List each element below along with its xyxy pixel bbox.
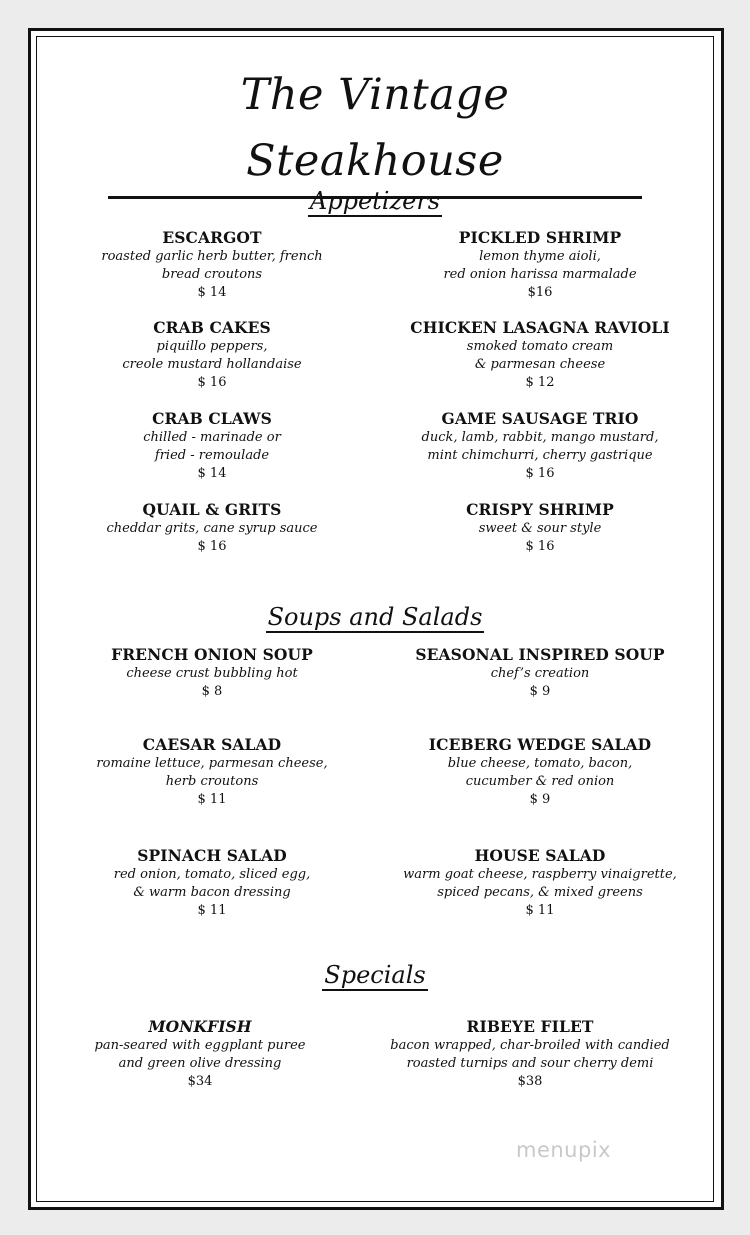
- item-price: $ 11: [197, 792, 227, 807]
- item-name: RIBEYE FILET: [466, 1017, 594, 1036]
- section-heading-appetizers: [0, 186, 750, 216]
- item-name: MONKFISH: [148, 1017, 252, 1036]
- item-name: CRAB CAKES: [153, 318, 271, 337]
- item-name: CAESAR SALAD: [142, 735, 282, 754]
- item-description: blue cheese, tomato, bacon, cucumber & red onion: [447, 756, 633, 789]
- item-price: $16: [527, 285, 553, 300]
- item-name: QUAIL & GRITS: [142, 500, 282, 519]
- item-name: ESCARGOT: [162, 228, 262, 247]
- item-description: duck, lamb, rabbit, mango mustard, mint chimchurri, cherry gastrique: [421, 430, 659, 463]
- menu-item-spinach-salad: [52, 846, 372, 920]
- restaurant-title: The Vintage Steakhouse: [108, 62, 642, 199]
- item-price: $ 14: [197, 466, 227, 481]
- menu-item-game-sausage-trio: [380, 409, 700, 483]
- item-price: $ 16: [197, 375, 227, 390]
- item-name: CRISPY SHRIMP: [466, 500, 614, 519]
- item-price: $ 16: [525, 539, 555, 554]
- menupix-watermark: menupix: [516, 1138, 612, 1162]
- menu-item-chicken-lasagna-ravioli: [380, 318, 700, 392]
- section-heading-soups-salads: [0, 602, 750, 632]
- menu-item-quail-grits: [52, 500, 372, 556]
- item-price: $ 11: [197, 903, 227, 918]
- menu-item-french-onion-soup: [52, 645, 372, 701]
- item-name: GAME SAUSAGE TRIO: [441, 409, 639, 428]
- item-description: chef’s creation: [490, 666, 590, 681]
- item-name: ICEBERG WEDGE SALAD: [428, 735, 652, 754]
- item-name: HOUSE SALAD: [474, 846, 606, 865]
- menu-item-pickled-shrimp: [380, 228, 700, 302]
- item-name: CHICKEN LASAGNA RAVIOLI: [410, 318, 670, 337]
- item-description: red onion, tomato, sliced egg, & warm bacon dressing: [113, 867, 311, 900]
- item-price: $ 16: [525, 466, 555, 481]
- menu-item-monkfish: [40, 1017, 360, 1091]
- item-description: cheddar grits, cane syrup sauce: [106, 521, 318, 536]
- item-price: $ 12: [525, 375, 555, 390]
- item-description: chilled - marinade or fried - remoulade: [143, 430, 281, 463]
- item-price: $ 16: [197, 539, 227, 554]
- section-heading-specials: [0, 960, 750, 990]
- item-description: romaine lettuce, parmesan cheese, herb croutons: [96, 756, 328, 789]
- section-heading-soups-salads-text: Soups and Salads: [267, 603, 483, 631]
- menu-item-house-salad: [380, 846, 700, 920]
- item-description: bacon wrapped, char-broiled with candied roasted turnips and sour cherry demi: [390, 1038, 670, 1071]
- item-name: PICKLED SHRIMP: [458, 228, 622, 247]
- menu-item-escargot: [52, 228, 372, 302]
- item-price: $ 9: [529, 684, 551, 699]
- item-price: $38: [517, 1074, 543, 1089]
- item-price: $34: [187, 1074, 213, 1089]
- menu-item-seasonal-inspired-soup: [380, 645, 700, 701]
- item-description: sweet & sour style: [478, 521, 602, 536]
- item-description: lemon thyme aioli, red onion harissa marmalade: [443, 249, 637, 282]
- item-description: piquillo peppers, creole mustard hollandaise: [122, 339, 302, 372]
- item-name: FRENCH ONION SOUP: [111, 645, 313, 664]
- item-price: $ 11: [525, 903, 555, 918]
- section-heading-specials-text: Specials: [324, 961, 426, 989]
- section-heading-appetizers-text: Appetizers: [309, 187, 441, 215]
- item-price: $ 14: [197, 285, 227, 300]
- menu-item-iceberg-wedge-salad: [380, 735, 700, 809]
- item-name: SEASONAL INSPIRED SOUP: [415, 645, 665, 664]
- item-description: smoked tomato cream & parmesan cheese: [466, 339, 614, 372]
- item-description: cheese crust bubbling hot: [126, 666, 298, 681]
- item-name: SPINACH SALAD: [137, 846, 287, 865]
- item-price: $ 8: [201, 684, 223, 699]
- item-name: CRAB CLAWS: [152, 409, 272, 428]
- menu-item-crispy-shrimp: [380, 500, 700, 556]
- menu-item-crab-claws: [52, 409, 372, 483]
- menu-item-caesar-salad: [52, 735, 372, 809]
- item-description: warm goat cheese, raspberry vinaigrette, spiced pecans, & mixed greens: [403, 867, 677, 900]
- item-description: roasted garlic herb butter, french bread croutons: [101, 249, 323, 282]
- menu-item-ribeye-filet: [345, 1017, 715, 1091]
- item-description: pan-seared with eggplant puree and green olive dressing: [94, 1038, 306, 1071]
- menu-item-crab-cakes: [52, 318, 372, 392]
- item-price: $ 9: [529, 792, 551, 807]
